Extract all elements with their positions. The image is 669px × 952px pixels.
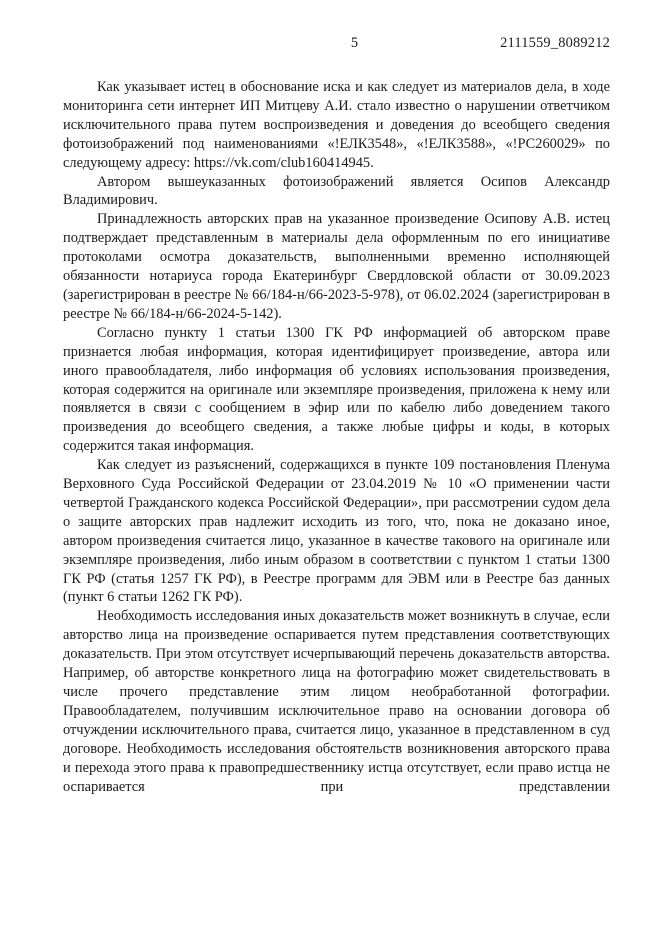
paragraph-article-1300: Согласно пункту 1 статьи 1300 ГК РФ информацией об авторском праве признается любая информация, которая идентифицирует произведение, автора или иного правообладателя, либо информация об условиях использования произведения, которая содержится на оригинале или экземпляре произведения, приложена к нему или появляется в связи с сообщением в эфир или по кабелю либо доведением такого произведения до всеобщего сведения, а также любые цифры и коды, в которых содержится такая информация. xyxy=(63,324,610,455)
paragraph-plenum-clarification: Как следует из разъяснений, содержащихся в пункте 109 постановления Пленума Верховного Суда Российской Федерации от 23.04.2019 № 10 «О применении части четвертой Гражданского кодекса Российской Федерации», при рассмотрении судом дела о защите авторских прав надлежит исходить из того, что, пока не доказано иное, автором произведения считается лицо, указанное в качестве такового на оригинале или экземпляре произведения, либо иным образом в соответствии с пунктом 1 статьи 1300 ГК РФ (статья 1257 ГК РФ), в Реестре программ для ЭВМ или в Реестре баз данных (пункт 6 статьи 1262 ГК РФ). xyxy=(63,457,610,606)
page-header xyxy=(63,35,610,51)
paragraph-author: Автором вышеуказанных фотоизображений является Осипов Александр Владимирович. xyxy=(63,173,610,209)
document-id: 2111559_8089212 xyxy=(500,35,610,51)
paragraph-evidence-necessity: Необходимость исследования иных доказательств может возникнуть в случае, если авторство лица на произведение оспаривается путем представления соответствующих доказательств. При этом отсутствует исчерпывающий перечень доказательств авторства. Например, об авторстве конкретного лица на фотографию может свидетельствовать в числе прочего представление этим лицом необработанной фотографии. Правообладателем, получившим исключительное право на основании договора об отчуждении исключительного права, считается лицо, указанное в представленном в суд договоре. Необходимость исследования обстоятельств возникновения авторского права и перехода этого права к правопредшественнику истца отсутствует, если право истца не оспаривается при представлении xyxy=(63,608,610,795)
page-number: 5 xyxy=(350,35,359,51)
document-body xyxy=(63,78,610,796)
paragraph-claim-basis: Как указывает истец в обоснование иска и как следует из материалов дела, в ходе мониторинга сети интернет ИП Митцеву А.И. стало известно о нарушении ответчиком исключительного права путем воспроизведения и доведения до всеобщего сведения фотоизображений под наименованиями «!ЕЛК3548», «!ЕЛК3588», «!РС260029» по следующему адресу: https://vk.com/club160414945. xyxy=(63,79,610,171)
paragraph-copyright-proof: Принадлежность авторских прав на указанное произведение Осипову А.В. истец подтверждает представленным в материалы дела оформленным по его инициативе протоколами осмотра доказательств, выполненными временно исполняющей обязанности нотариуса города Екатеринбург Свердловской области от 30.09.2023 (зарегистрирован в реестре № 66/184-н/66-2023-5-978), от 06.02.2024 (зарегистрирован в реестре № 66/184-н/66-2024-5-142). xyxy=(63,211,610,322)
